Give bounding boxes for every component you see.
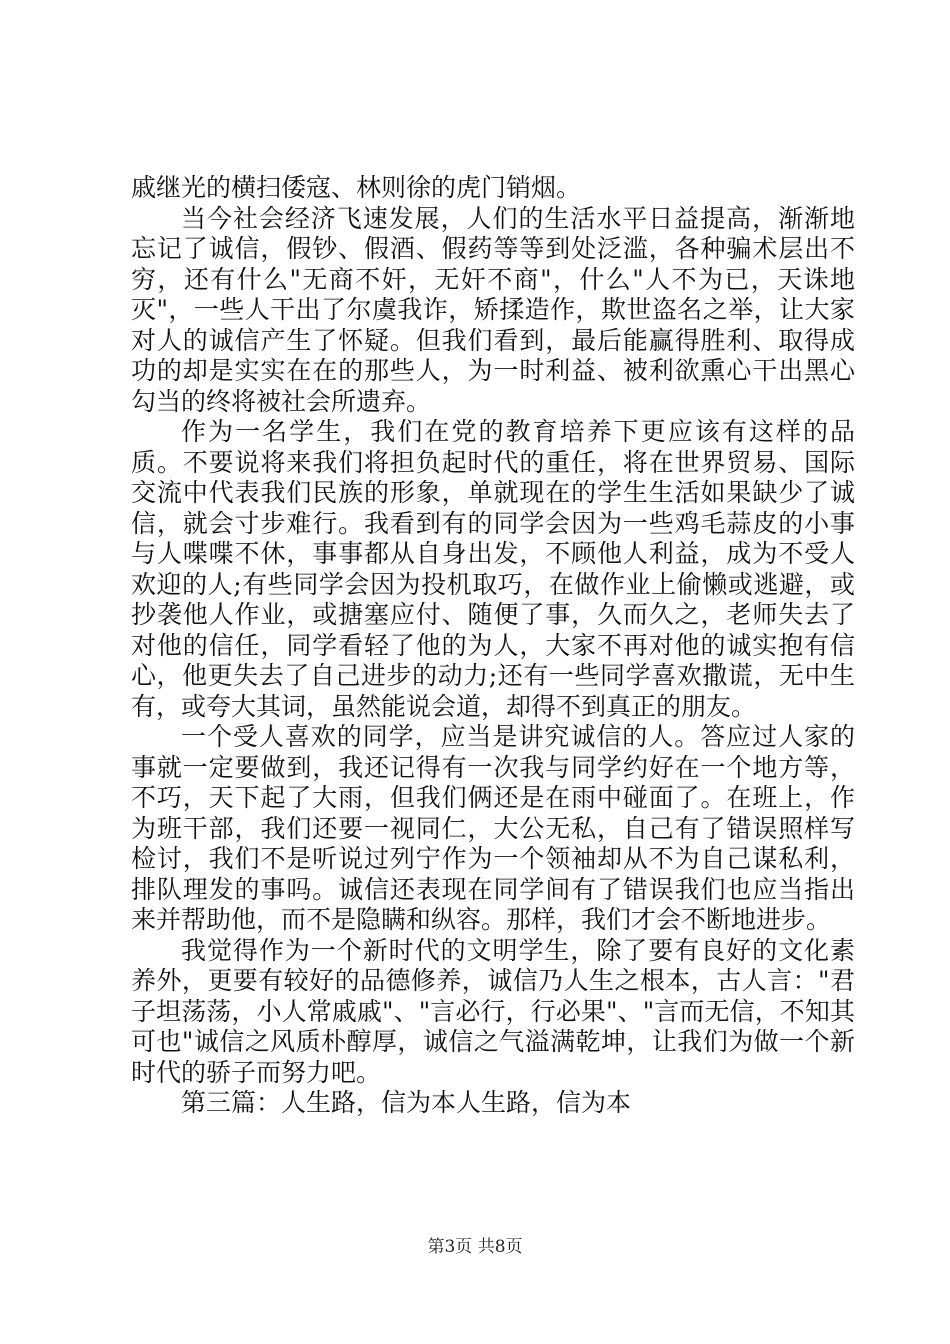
page-footer: 第3页 共8页: [427, 1237, 523, 1257]
paragraph-4: 一个受人喜欢的同学，应当是讲究诚信的人。答应过人家的事就一定要做到，我还记得有一次我与同学约好在一个地方等，不巧，天下起了大雨，但我们俩还是在雨中碰面了。在班上，作为班干部，我们还要一视同仁，大公无私，自己有了错误照样写检讨，我们不是听说过列宁作为一个领袖却从不为自己谋私利，排队理发的事吗。诚信还表现在同学间有了错误我们也应当指出来并帮助他，而不是隐瞒和纵容。那样，我们才会不断地进步。: [131, 722, 855, 934]
section-heading-3: 第三篇：人生路，信为本人生路，信为本: [181, 1088, 632, 1117]
paragraph-1: 戚继光的横扫倭寇、林则徐的虎门销烟。: [131, 173, 582, 202]
body-text: [131, 173, 855, 1119]
paragraph-3: 作为一名学生，我们在党的教育培养下更应该有这样的品质。不要说将来我们将担负起时代的重任，将在世界贸易、国际交流中代表我们民族的形象，单就现在的学生生活如果缺少了诚信，就会寸步难行。我看到有的同学会因为一些鸡毛蒜皮的小事与人喋喋不休，事事都从自身出发，不顾他人利益，成为不受人欢迎的人;有些同学会因为投机取巧，在做作业上偷懒或逃避，或抄袭他人作业，或搪塞应付、随便了事，久而久之，老师失去了对他的信任，同学看轻了他的为人，大家不再对他的诚实抱有信心，他更失去了自己进步的动力;还有一些同学喜欢撒谎，无中生有，或夸大其词，虽然能说会道，却得不到真正的朋友。: [131, 417, 855, 721]
paragraph-2: 当今社会经济飞速发展，人们的生活水平日益提高，渐渐地忘记了诚信，假钞、假酒、假药等等到处泛滥，各种骗术层出不穷，还有什么"无商不奸，无奸不商"，什么"人不为已，天诛地灭"，一些人干出了尔虞我诈，矫揉造作，欺世盗名之举，让大家对人的诚信产生了怀疑。但我们看到，最后能赢得胜利、取得成功的却是实实在在的那些人，为一时利益、被利欲熏心干出黑心勾当的终将被社会所遗弃。: [131, 203, 855, 416]
paragraph-5: 我觉得作为一个新时代的文明学生，除了要有良好的文化素养外，更要有较好的品德修养，诚信乃人生之根本，古人言："君子坦荡荡，小人常戚戚"、"言必行，行必果"、"言而无信，不知其可也"诚信之风质朴醇厚，诚信之气溢满乾坤，让我们为做一个新时代的骄子而努力吧。: [131, 935, 855, 1087]
